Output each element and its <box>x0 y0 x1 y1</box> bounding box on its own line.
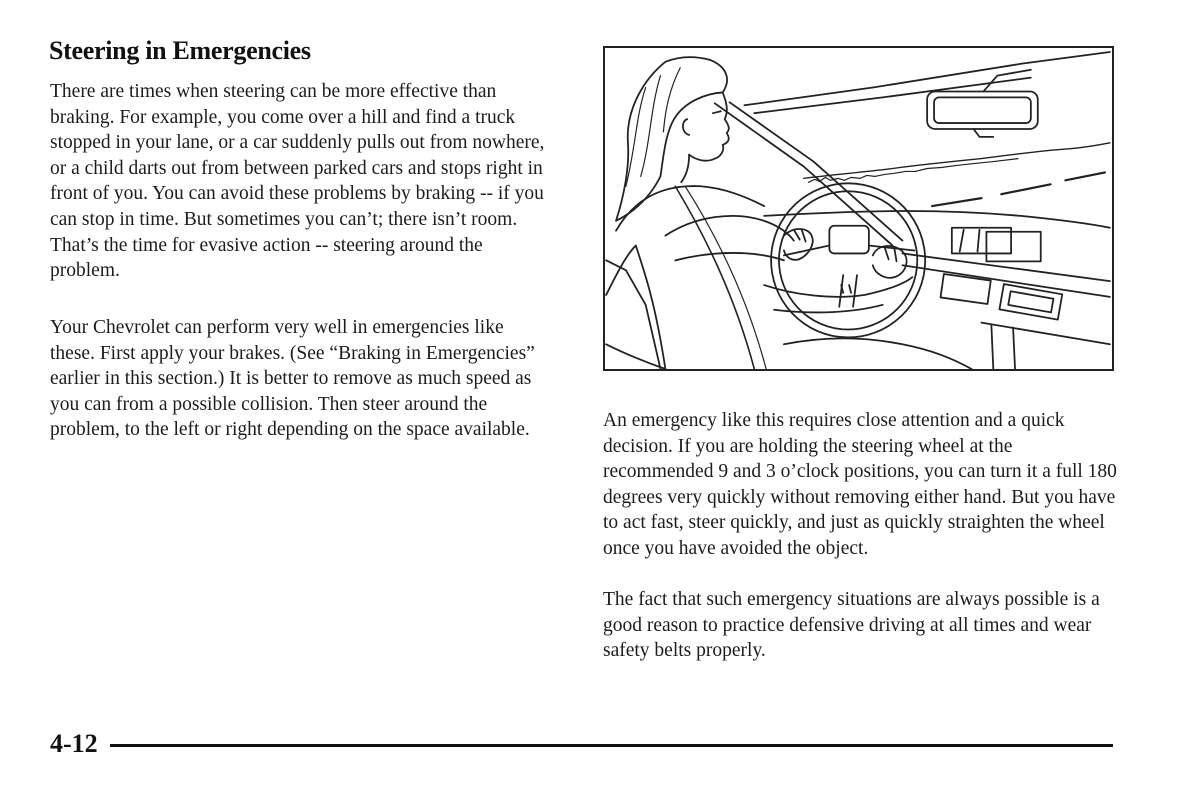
driver-neck <box>681 155 689 183</box>
dashboard-line-2 <box>902 253 1109 281</box>
paragraph-defensive-driving: The fact that such emergency situations are always possible is a good reason to practice defensive driving at all times and wear safety belts properly. <box>603 589 1100 662</box>
hair-strands <box>626 68 680 187</box>
driver-steering-illustration <box>603 46 1114 371</box>
steering-wheel <box>759 171 937 349</box>
mirror-mount <box>974 129 994 137</box>
climate-display-inner <box>1008 291 1053 312</box>
page-number: 4-12 <box>50 729 98 758</box>
seat-back <box>606 246 636 295</box>
windshield-top-line-2 <box>754 78 1031 114</box>
horizon-detail <box>809 159 1018 183</box>
horizon-treeline <box>804 143 1110 179</box>
driver-face <box>689 92 729 160</box>
seat-belt <box>675 186 754 369</box>
driver-torso <box>636 246 666 369</box>
lane-line-2 <box>1001 184 1050 194</box>
dashboard-lower <box>981 323 1109 345</box>
right-hand-fingers <box>885 248 897 262</box>
lane-line-3 <box>1065 172 1105 180</box>
footer-rule <box>110 744 1113 747</box>
a-pillar-inner <box>730 102 903 240</box>
driver-hair <box>616 57 727 221</box>
left-hand-fingers <box>794 230 806 242</box>
driver-lap <box>784 338 972 369</box>
driver-right-arm-lower <box>774 305 883 313</box>
paragraph-braking-advice: Your Chevrolet can perform very well in emergencies like these. First apply your brakes. (See “Braking in Emergencies” earlier in this section.) It is better to remove as much speed as you can from a possible collision. Then steer around the problem, to the left or right depending on the space available. <box>50 317 535 441</box>
seat-belt-2 <box>685 186 766 369</box>
driver-right-sleeve <box>764 277 912 297</box>
door-panel <box>606 260 660 369</box>
dashboard-top <box>764 211 1110 228</box>
a-pillar <box>715 103 893 245</box>
driver-ear <box>683 119 689 135</box>
driver-eye <box>713 111 721 113</box>
section-title: Steering in Emergencies <box>49 36 311 65</box>
driver-left-arm-lower <box>675 253 784 260</box>
dashboard-line-3 <box>902 265 1109 297</box>
driver-right-hand <box>873 246 907 278</box>
cluster-divider <box>960 230 980 252</box>
console-edge <box>991 325 1015 369</box>
lane-line-1 <box>932 198 981 206</box>
gauge-panel <box>986 232 1040 262</box>
paragraph-quick-decision: An emergency like this requires close attention and a quick decision. If you are holding the steering wheel at the recommended 9 and 3 o’clock positions, you can turn it a full 180 degrees very quickly without removing either hand. But you have to act fast, steer quickly, and just as quickly straighten the wheel once you have avoided the object. <box>603 410 1117 559</box>
steering-hub <box>829 226 869 254</box>
paragraph-intro: There are times when steering can be more effective than braking. For example, you come over a hill and find a truck stopped in your lane, or a car suddenly pulls out from nowhere, or a child darts out from between parked cars and stops right in front of you. You can avoid these problems by braking -- if you can stop in time. But sometimes you can’t; there isn’t room. That’s the time for evasive action -- steering around the problem. <box>50 81 545 282</box>
rearview-mirror-inner <box>934 97 1031 123</box>
